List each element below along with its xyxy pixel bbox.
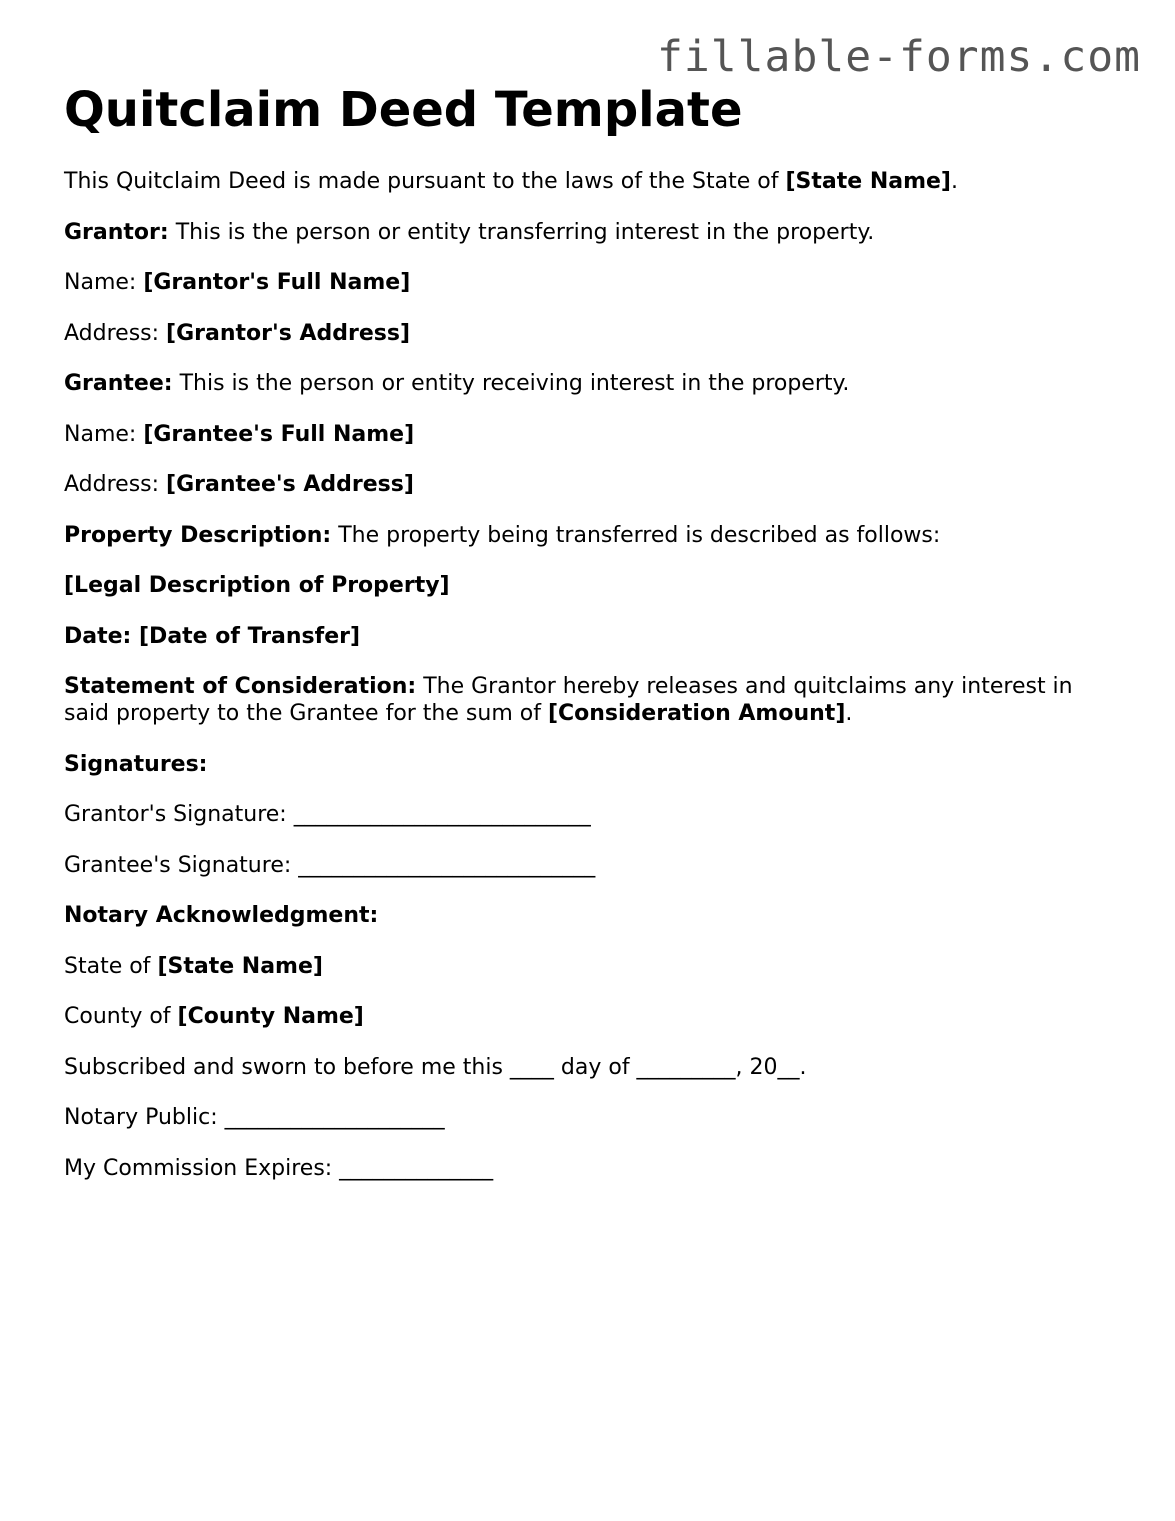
- intro-end: .: [950, 169, 958, 194]
- notary-county-label: County of: [64, 1004, 178, 1029]
- grantee-signature-line: Grantee's Signature: ___________________________: [64, 852, 596, 878]
- grantee-name-label: Name:: [64, 421, 144, 447]
- grantee-paragraph: [64, 370, 1114, 397]
- property-description: The property being transferred is described as follows:: [331, 522, 941, 548]
- grantee-address-field: [Grantee's Address]: [166, 472, 414, 497]
- grantor-address-line: [64, 320, 1114, 347]
- property-label: Property Description:: [64, 522, 332, 548]
- grantor-signature-line: Grantor's Signature: ___________________________: [64, 802, 591, 827]
- consideration-amount-field: [Consideration Amount]: [547, 701, 846, 726]
- notary-state-line: [64, 953, 1114, 980]
- grantee-name-line: [64, 421, 1114, 448]
- grantor-description: This is the person or entity transferring interest in the property.: [168, 219, 875, 245]
- intro-paragraph: [64, 168, 1114, 195]
- consideration-paragraph: [64, 673, 1114, 727]
- watermark: fillable-forms.com: [657, 32, 1141, 82]
- signatures-heading: Signatures:: [64, 751, 208, 777]
- grantor-address-field: [Grantor's Address]: [166, 320, 411, 346]
- consideration-label: Statement of Consideration:: [64, 674, 417, 699]
- intro-text: This Quitclaim Deed is made pursuant to the laws of the State of: [64, 169, 786, 194]
- legal-description-field: [Legal Description of Property]: [64, 573, 450, 598]
- notary-state-label: State of: [64, 953, 158, 979]
- grantee-address-line: [64, 471, 1114, 498]
- property-paragraph: [64, 522, 1114, 549]
- grantee-description: This is the person or entity receiving interest in the property.: [172, 371, 850, 396]
- consideration-text: The Grantor hereby releases and quitclaims any interest in said property to the Grantee for the sum of: [64, 674, 1073, 726]
- consideration-end: .: [845, 701, 853, 726]
- date-of-transfer-line: Date: [Date of Transfer]: [64, 623, 361, 649]
- notary-public-line: Notary Public: ____________________: [64, 1105, 445, 1130]
- grantor-label: Grantor:: [64, 219, 169, 245]
- grantor-paragraph: [64, 219, 1114, 246]
- grantee-name-field: [Grantee's Full Name]: [143, 421, 415, 447]
- grantee-address-label: Address:: [64, 472, 167, 497]
- notary-heading: Notary Acknowledgment:: [64, 903, 379, 928]
- state-name-field: [State Name]: [785, 169, 951, 194]
- grantor-name-line: [64, 269, 1114, 296]
- grantor-name-field: [Grantor's Full Name]: [143, 270, 411, 295]
- commission-expires-line: My Commission Expires: ______________: [64, 1155, 494, 1181]
- grantor-name-label: Name:: [64, 270, 144, 295]
- grantee-label: Grantee:: [64, 371, 173, 396]
- document-body: [64, 168, 1114, 1205]
- notary-county-field: [County Name]: [177, 1004, 364, 1029]
- sworn-line: Subscribed and sworn to before me this ____ day of _________, 20__.: [64, 1054, 807, 1080]
- notary-county-line: [64, 1003, 1114, 1030]
- notary-state-field: [State Name]: [157, 953, 323, 979]
- grantor-address-label: Address:: [64, 320, 167, 346]
- document-title: Quitclaim Deed Template: [64, 82, 743, 138]
